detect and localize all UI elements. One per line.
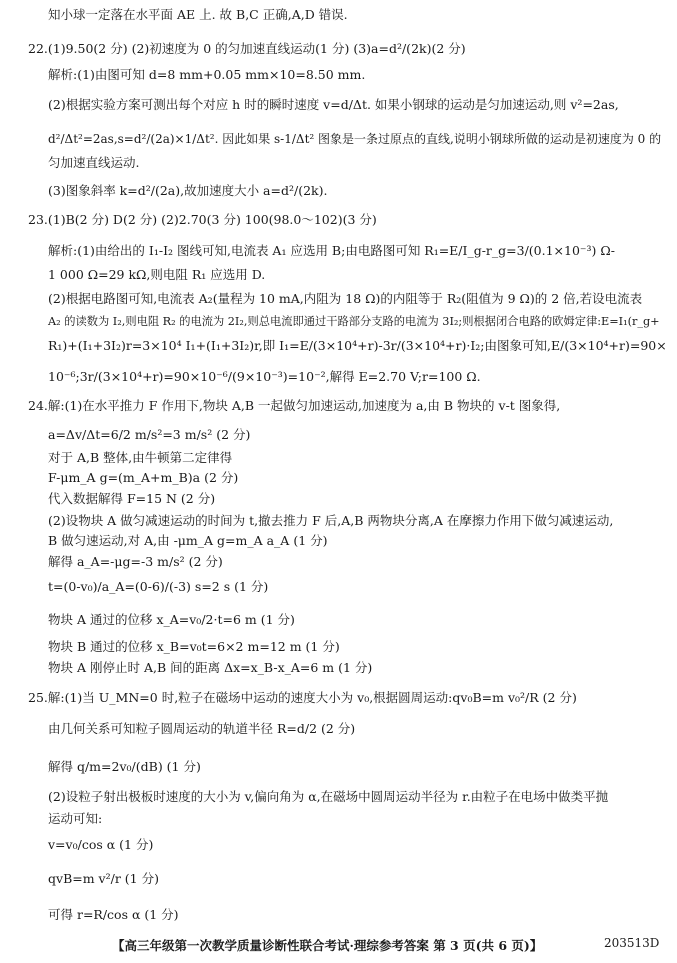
text-line: 10⁻⁶;3r/(3×10⁴+r)=90×10⁻⁶/(9×10⁻³)=10⁻²,解得 E=2.70 V;r=100 Ω.: [48, 369, 481, 384]
text-line: a=Δv/Δt=6/2 m/s²=3 m/s² (2 分): [48, 427, 251, 442]
text-line: 25.解:(1)当 U_MN=0 时,粒子在磁场中运动的速度大小为 v₀,根据圆周运动:qv₀B=m v₀²/R (2 分): [28, 690, 577, 705]
text-line: 23.(1)B(2 分) D(2 分) (2)2.70(3 分) 100(98.0～102)(3 分): [28, 212, 377, 227]
text-line: 24.解:(1)在水平推力 F 作用下,物块 A,B 一起做匀加速运动,加速度为 a,由 B 物块的 v-t 图象得,: [28, 398, 561, 413]
page-footer: 【高三年级第一次教学质量诊断性联合考试·理综参考答案 第 3 页(共 6 页)】: [112, 938, 543, 953]
text-line: 解析:(1)由图可知 d=8 mm+0.05 mm×10=8.50 mm.: [48, 67, 366, 82]
text-line: qvB=m v²/r (1 分): [48, 871, 159, 886]
text-line: F-μm_A g=(m_A+m_B)a (2 分): [48, 470, 239, 485]
text-line: d²/Δt²=2as,s=d²/(2a)×1/Δt². 因此如果 s-1/Δt² 图象是一条过原点的直线,说明小钢球所做的运动是初速度为 0 的: [48, 132, 662, 146]
document-code: 203513D: [604, 936, 660, 950]
text-line: t=(0-v₀)/a_A=(0-6)/(-3) s=2 s (1 分): [48, 579, 269, 594]
text-line: B 做匀速运动,对 A,由 -μm_A g=m_A a_A (1 分): [48, 533, 328, 548]
text-line: 运动可知:: [48, 811, 103, 826]
text-line: 代入数据解得 F=15 N (2 分): [48, 491, 216, 506]
text-line: 匀加速直线运动.: [48, 155, 140, 170]
text-line: (3)图象斜率 k=d²/(2a),故加速度大小 a=d²/(2k).: [48, 183, 328, 198]
text-line: 对于 A,B 整体,由牛顿第二定律得: [48, 450, 233, 465]
text-line: 1 000 Ω=29 kΩ,则电阻 R₁ 应选用 D.: [48, 267, 266, 282]
text-line: 由几何关系可知粒子圆周运动的轨道半径 R=d/2 (2 分): [48, 721, 356, 736]
text-line: A₂ 的读数为 I₂,则电阻 R₂ 的电流为 2I₂,则总电流即通过干路部分支路的电流为 3I₂;则根据闭合电路的欧姆定律:E=I₁(r_g+: [48, 315, 660, 328]
text-line: (2)根据电路图可知,电流表 A₂(量程为 10 mA,内阻为 18 Ω)的内阻等于 R₂(阻值为 9 Ω)的 2 倍,若设电流表: [48, 291, 643, 306]
text-line: v=v₀/cos α (1 分): [48, 837, 154, 852]
text-line: R₁)+(I₁+3I₂)r=3×10⁴ I₁+(I₁+3I₂)r,即 I₁=E/(3×10⁴+r)-3r/(3×10⁴+r)·I₂;由图象可知,E/(3×10⁴+r)=90×: [48, 338, 667, 353]
text-line: 解得 a_A=-μg=-3 m/s² (2 分): [48, 554, 223, 569]
text-line: 知小球一定落在水平面 AE 上. 故 B,C 正确,A,D 错误.: [48, 7, 348, 22]
text-line: 22.(1)9.50(2 分) (2)初速度为 0 的匀加速直线运动(1 分) (3)a=d²/(2k)(2 分): [28, 41, 466, 56]
text-line: 物块 B 通过的位移 x_B=v₀t=6×2 m=12 m (1 分): [48, 639, 340, 654]
text-line: 物块 A 通过的位移 x_A=v₀/2·t=6 m (1 分): [48, 612, 295, 627]
text-line: 可得 r=R/cos α (1 分): [48, 907, 179, 922]
text-line: (2)设物块 A 做匀减速运动的时间为 t,撤去推力 F 后,A,B 两物块分离,A 在摩擦力作用下做匀减速运动,: [48, 513, 614, 528]
text-line: 解得 q/m=2v₀/(dB) (1 分): [48, 759, 201, 774]
text-line: (2)设粒子射出极板时速度的大小为 v,偏向角为 α,在磁场中圆周运动半径为 r.由粒子在电场中做类平抛: [48, 789, 609, 804]
text-line: 物块 A 刚停止时 A,B 间的距离 Δx=x_B-x_A=6 m (1 分): [48, 660, 373, 675]
text-line: (2)根据实验方案可测出每个对应 h 时的瞬时速度 v=d/Δt. 如果小钢球的运动是匀加速运动,则 v²=2as,: [48, 97, 619, 112]
text-line: 解析:(1)由给出的 I₁-I₂ 图线可知,电流表 A₁ 应选用 B;由电路图可知 R₁=E/I_g-r_g=3/(0.1×10⁻³) Ω-: [48, 243, 615, 258]
